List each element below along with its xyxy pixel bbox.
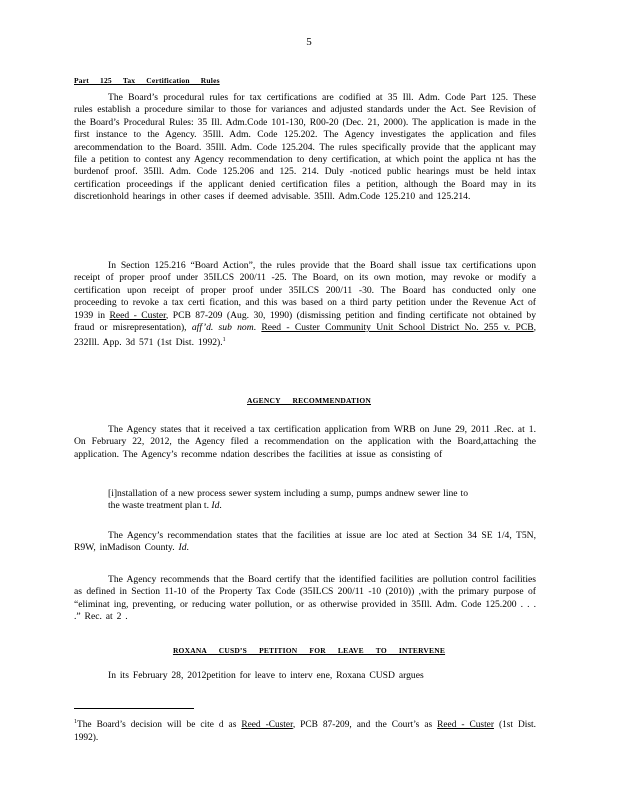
paragraph-board-action <box>74 260 536 350</box>
section-heading-agency-recommendation: AGENCY RECOMMENDATION <box>247 396 371 405</box>
case-citation-reed-custer: Reed - Custer <box>109 309 166 321</box>
id-citation: Id <box>178 542 187 554</box>
paragraph-agency-states: The Agency states that it received a tax certification application from WRB on June 29, 2011 .Rec. at 1. On February 22, 2012, the Agency filed a recommendation on the application with the Board,attaching the application. The Agency’s recomme ndation describes the facilities at issue as consisting of <box>74 424 536 460</box>
id-citation: Id <box>211 500 220 512</box>
text-span: , 232Ill. App. 3d 571 (1st Dist. 1992). <box>74 322 537 349</box>
footnote-divider <box>74 708 194 709</box>
section-heading-tax-certification-rules: Part 125 Tax Certification Rules <box>74 76 220 85</box>
text-span: (1st Dist. 1992). <box>74 720 536 743</box>
case-citation-reed-custer-district: Reed - Custer Community Unit School District No. 255 v. PCB <box>261 322 534 334</box>
footnote-number: 1 <box>74 719 77 725</box>
section-heading-roxana-petition: ROXANA CUSD’S PETITION FOR LEAVE TO INTERVENE <box>172 646 446 655</box>
affd-sub-nom: aff’d. sub nom <box>191 322 254 334</box>
text-span: , PCB 87-209 (Aug. 30, 1990) (dismissing petition and finding certificate not obtained by fraud or misrepresentation), <box>74 309 536 334</box>
case-citation: Reed - Custer <box>437 720 494 731</box>
text-span: . <box>219 500 222 512</box>
text-span: . <box>186 542 189 554</box>
case-citation: Reed -Custer <box>241 720 293 731</box>
paragraph-roxana-argues: In its February 28, 2012petition for leave to interv ene, Roxana CUSD argues <box>108 670 424 681</box>
paragraph-agency-recommends: The Agency recommends that the Board certify that the identified facilities are pollution control facilities as defined in Section 11-10 of the Property Tax Code (35ILCS 200/11 -10 (2010)) ,with the primary purpose of “eliminat ing, preventing, or reducing water pollution, or as otherwise provided in 35Ill. Adm. Code 125.200 . . . .” Rec. at 2 . <box>74 574 536 623</box>
paragraph-procedural-rules: The Board’s procedural rules for tax certifications are codified at 35 Ill. Adm. Code Part 125. These rules establish a procedure similar to those for variances and adjusted standards under the Act. See Revision of the Board’s Procedural Rules: 35 Ill. Adm.Code 101-130, R00-20 (Dec. 21, 2000). The application is made in the first instance to the Agency. 35Ill. Adm. Code 125.202. The Agency investigates the application and files arecommendation to the Board. 35Ill. Adm. Code 125.204. The rules specifically provide that the applicant may file a petition to contest any Agency recommendation to deny certification, at which point the applica nt has the burdenof proof. 35Ill. Adm. Code 125.206 and 125. 214. Duly -noticed public hearings must be held intax certification proceedings if the applicant denied certification files a petition, although the Board may in its discretionhold hearings in other cases if deemed advisable. 35Ill. Adm.Code 125.210 and 125.214. <box>74 92 536 203</box>
text-span: The Board’s decision will be cite d as <box>77 720 242 731</box>
text-span: The Agency’s recommendation states that the facilities at issue are loc ated at Section 34 SE 1/4, T5N, R9W, inMadison County. <box>74 530 536 554</box>
page-number: 5 <box>306 36 312 48</box>
footnote-1 <box>74 716 536 744</box>
text-span: In Section 125.216 “Board Action”, the rules provide that the Board shall issue tax certifications upon receipt of proper proof under 35ILCS 200/11 -25. The Board, on its own motion, may revoke or modify a certification upon receipt of proper proof under 35ILCS 200/11 -30. The Board has conducted only one proceeding to revoke a tax certi fication, and this was based on a third party petition under the Revenue Act of 1939 in <box>74 260 536 321</box>
text-span: . <box>253 322 262 334</box>
text-span: [i]nstallation of a new process sewer system including a sump, pumps andnew sewer line to the waste treatment plan t. <box>108 488 468 512</box>
footnote-marker: 1 <box>222 337 226 344</box>
block-quote-installation <box>108 488 468 513</box>
paragraph-facility-location <box>74 530 536 555</box>
text-span: , PCB 87-209, and the Court’s as <box>292 720 438 731</box>
